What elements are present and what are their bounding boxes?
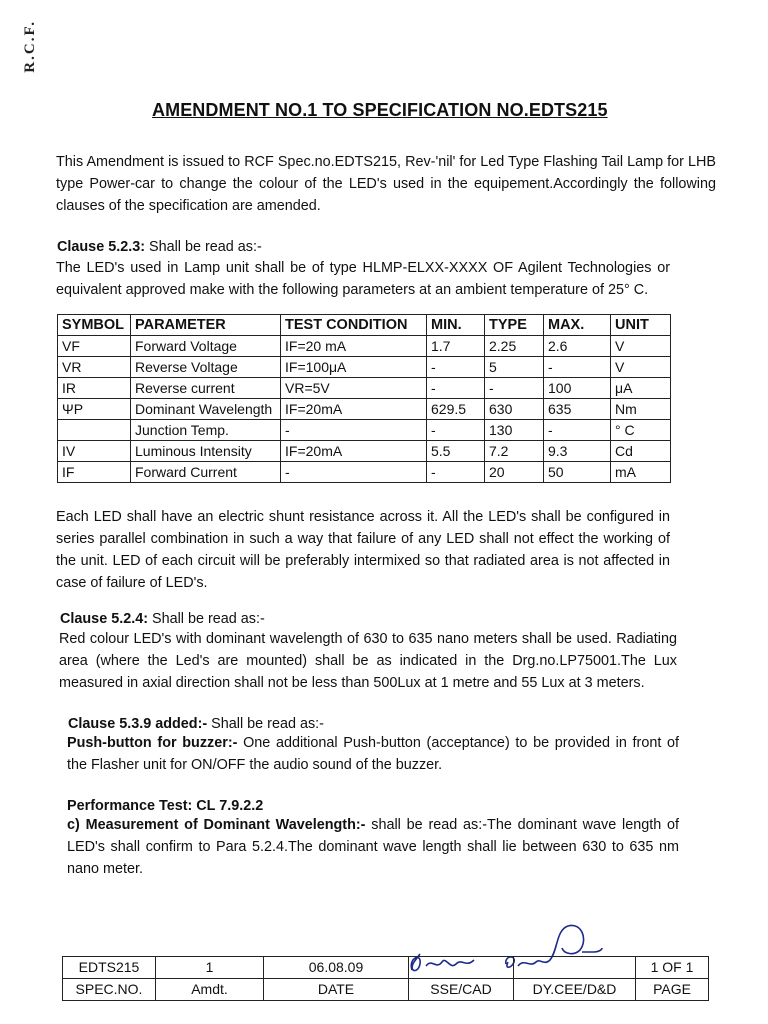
table-cell: IV [58, 441, 131, 462]
clause-539-text: One additional Push-button (acceptance) to be provided in front of the Flasher unit for ON/OFF the audio sound of the buzzer. [67, 735, 679, 773]
table-row [58, 420, 671, 441]
table-cell: V [611, 357, 671, 378]
table-cell: Dominant Wavelength [131, 399, 281, 420]
table-cell: 629.5 [427, 399, 485, 420]
table-cell: VR=5V [281, 378, 427, 399]
clause-524-text: Red colour LED's with dominant wavelength of 630 to 635 nano meters shall be used. Radiating area (where the Led's are mounted) shall be as indicated in the Drg.no.LP75001.The Lux measured in axial direction shall not be less than 500Lux at 1 metre and 55 Lux at 3 meters. [59, 631, 677, 691]
clause-539-body [67, 732, 679, 776]
table-cell: - [485, 378, 544, 399]
table-cell: - [281, 462, 427, 483]
spec-no-value: EDTS215 [63, 957, 156, 979]
table-cell: 1.7 [427, 336, 485, 357]
table-cell: - [427, 420, 485, 441]
performance-body [67, 814, 679, 880]
table-cell: 50 [544, 462, 611, 483]
table-header: TEST CONDITION [281, 315, 427, 336]
table-row [58, 399, 671, 420]
clause-523-suffix: Shall be read as:- [145, 239, 262, 255]
table-cell: 130 [485, 420, 544, 441]
table-cell: Reverse current [131, 378, 281, 399]
clause-539-heading: Clause 5.3.9 added:- [68, 716, 208, 732]
table-cell: μA [611, 378, 671, 399]
table-cell: VR [58, 357, 131, 378]
table-cell [58, 420, 131, 441]
table-header: MIN. [427, 315, 485, 336]
table-cell: 7.2 [485, 441, 544, 462]
table-cell: Reverse Voltage [131, 357, 281, 378]
table-cell: IF=20 mA [281, 336, 427, 357]
table-cell: - [427, 462, 485, 483]
clause-539-suffix: Shall be read as:- [207, 716, 324, 732]
spec-no-label: SPEC.NO. [63, 979, 156, 1001]
table-header-row [58, 315, 671, 336]
table-cell: ° C [611, 420, 671, 441]
table-cell: 2.25 [485, 336, 544, 357]
table-header: TYPE [485, 315, 544, 336]
clause-524-heading-line [60, 608, 265, 630]
table-row [58, 462, 671, 483]
table-row [58, 336, 671, 357]
table-cell: IF [58, 462, 131, 483]
side-mark: R.C.F. [22, 20, 38, 73]
performance-text: shall be read as:-The dominant wave length of LED's shall confirm to Para 5.2.4.The dominant wave length shall lie between 630 to 635 nm nano meter. [67, 817, 679, 877]
clause-523-heading: Clause 5.2.3: [57, 239, 145, 255]
table-cell: 9.3 [544, 441, 611, 462]
parameters-table [57, 314, 671, 483]
table-cell: IF=100μA [281, 357, 427, 378]
table-row [58, 441, 671, 462]
table-cell: Junction Temp. [131, 420, 281, 441]
table-cell: 20 [485, 462, 544, 483]
clause-524-heading: Clause 5.2.4: [60, 611, 148, 627]
table-cell: IR [58, 378, 131, 399]
table-cell: 630 [485, 399, 544, 420]
sse-label: SSE/CAD [409, 979, 514, 1001]
table-header: MAX. [544, 315, 611, 336]
table-cell: Cd [611, 441, 671, 462]
intro-paragraph: This Amendment is issued to RCF Spec.no.EDTS215, Rev-'nil' for Led Type Flashing Tail Lamp for LHB type Power-car to change the colour of the LED's used in the equipement.Accordingly the following clauses of the specification are amended. [56, 154, 716, 214]
table-cell: mA [611, 462, 671, 483]
page-label: PAGE [636, 979, 709, 1001]
table-cell: - [427, 378, 485, 399]
table-cell: - [427, 357, 485, 378]
table-row [58, 357, 671, 378]
table-cell: 2.6 [544, 336, 611, 357]
date-value: 06.08.09 [264, 957, 409, 979]
footer-values-row [63, 957, 709, 979]
table-cell: VF [58, 336, 131, 357]
table-cell: 635 [544, 399, 611, 420]
table-cell: ΨP [58, 399, 131, 420]
table-cell: - [544, 420, 611, 441]
shunt-paragraph: Each LED shall have an electric shunt resistance across it. All the LED's shall be configured in series parallel combination in such a way that failure of any LED shall not effect the working of the unit. LED of each circuit will be preferably intermixed so that radiated area is not affected in case of failure of LED's. [56, 509, 670, 591]
table-header: UNIT [611, 315, 671, 336]
dy-cee-label: DY.CEE/D&D [514, 979, 636, 1001]
wavelength-heading: c) Measurement of Dominant Wavelength:- [67, 817, 366, 833]
table-header: PARAMETER [131, 315, 281, 336]
table-cell: Nm [611, 399, 671, 420]
sse-value [409, 957, 514, 979]
table-cell: - [281, 420, 427, 441]
amdt-value: 1 [156, 957, 264, 979]
table-row [58, 378, 671, 399]
table-cell: 5 [485, 357, 544, 378]
table-cell: - [544, 357, 611, 378]
table-cell: Luminous Intensity [131, 441, 281, 462]
table-cell: 100 [544, 378, 611, 399]
table-cell: IF=20mA [281, 399, 427, 420]
page-value: 1 OF 1 [636, 957, 709, 979]
table-cell: 5.5 [427, 441, 485, 462]
footer-table [62, 956, 709, 1001]
table-header: SYMBOL [58, 315, 131, 336]
date-label: DATE [264, 979, 409, 1001]
table-cell: IF=20mA [281, 441, 427, 462]
clause-523-heading-line [57, 236, 262, 258]
table-cell: Forward Current [131, 462, 281, 483]
table-cell: V [611, 336, 671, 357]
page-title: AMENDMENT NO.1 TO SPECIFICATION NO.EDTS215 [152, 100, 608, 120]
dy-cee-value [514, 957, 636, 979]
push-button-heading: Push-button for buzzer:- [67, 735, 238, 751]
performance-heading: Performance Test: CL 7.9.2.2 [67, 798, 264, 814]
footer-labels-row [63, 979, 709, 1001]
amdt-label: Amdt. [156, 979, 264, 1001]
table-cell: Forward Voltage [131, 336, 281, 357]
clause-524-suffix: Shall be read as:- [148, 611, 265, 627]
clause-523-text: The LED's used in Lamp unit shall be of type HLMP-ELXX-XXXX OF Agilent Technologies or equivalent approved make with the following parameters at an ambient temperature of 25° C. [56, 260, 670, 298]
